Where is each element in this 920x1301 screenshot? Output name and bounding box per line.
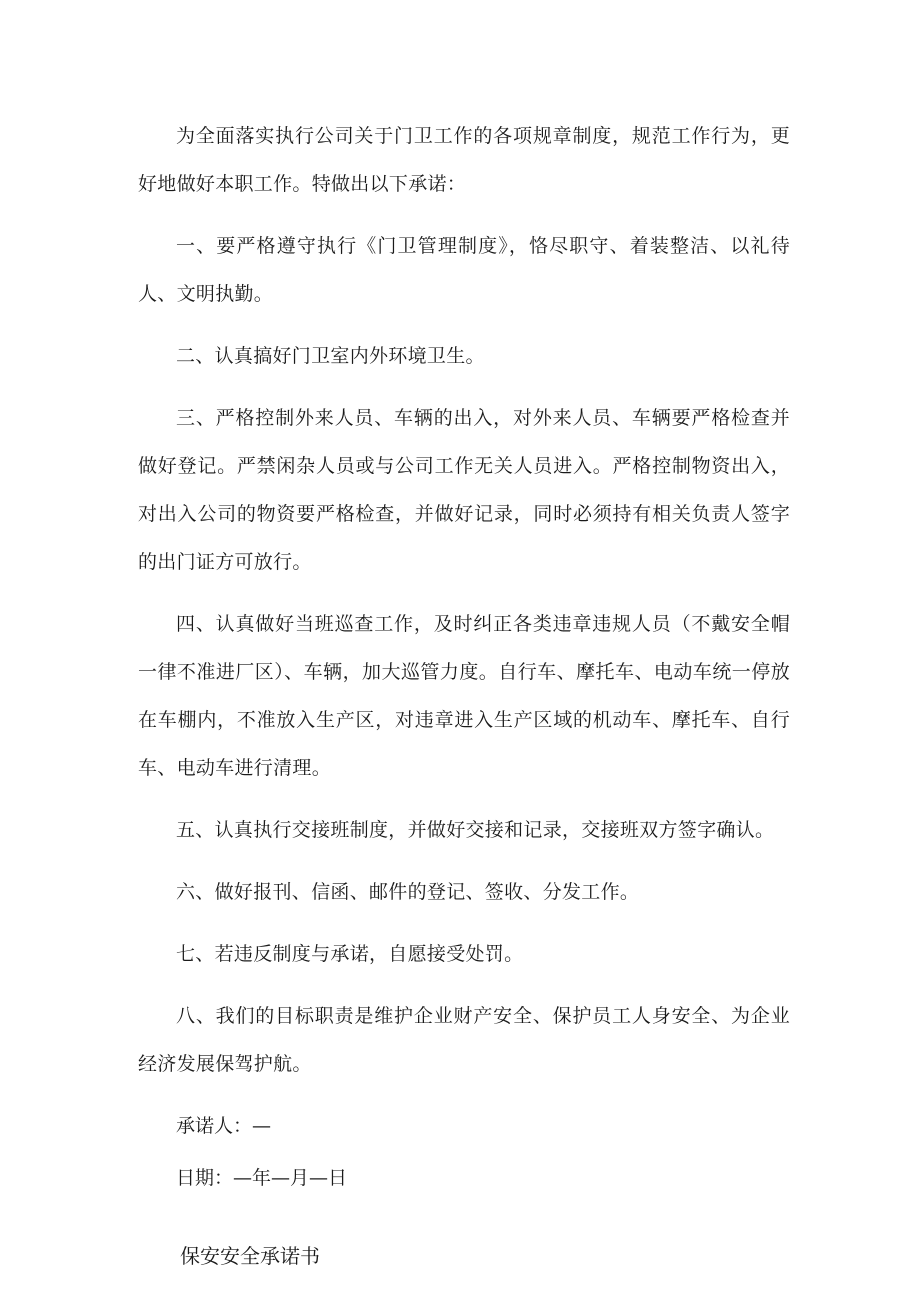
item-paragraph-3: 三、严格控制外来人员、车辆的出入，对外来人员、车辆要严格检查并做好登记。严禁闲杂人员或与公司工作无关人员进入。严格控制物资出入，对出入公司的物资要严格检查，并做好记录，同时必须持有相关负责人签字的出门证方可放行。 [138, 407, 790, 573]
item-paragraph-6: 六、做好报刊、信函、邮件的登记、签收、分发工作。 [176, 881, 640, 903]
next-section-title: 保安安全承诺书 [180, 1244, 320, 1268]
item-paragraph-8: 八、我们的目标职责是维护企业财产安全、保护员工人身安全、为企业经济发展保驾护航。 [138, 1005, 790, 1075]
signer-line: 承诺人：— [176, 1115, 272, 1137]
item-paragraph-1: 一、要严格遵守执行《门卫管理制度》，恪尽职守、着装整洁、以礼待人、文明执勤。 [138, 235, 790, 305]
item-paragraph-2: 二、认真搞好门卫室内外环境卫生。 [176, 345, 485, 367]
date-line: 日期：—年—月—日 [176, 1167, 348, 1189]
item-paragraph-4: 四、认真做好当班巡查工作，及时纠正各类违章违规人员（不戴安全帽一律不准进厂区）、车辆，加大巡管力度。自行车、摩托车、电动车统一停放在车棚内，不准放入生产区，对违章进入生产区域的机动车、摩托车、自行车、电动车进行清理。 [138, 613, 790, 779]
item-paragraph-5: 五、认真执行交接班制度，并做好交接和记录，交接班双方签字确认。 [176, 819, 775, 841]
intro-paragraph: 为全面落实执行公司关于门卫工作的各项规章制度，规范工作行为，更好地做好本职工作。特做出以下承诺： [138, 125, 790, 195]
item-paragraph-7: 七、若违反制度与承诺，自愿接受处罚。 [176, 943, 524, 965]
document-page [138, 112, 790, 1280]
